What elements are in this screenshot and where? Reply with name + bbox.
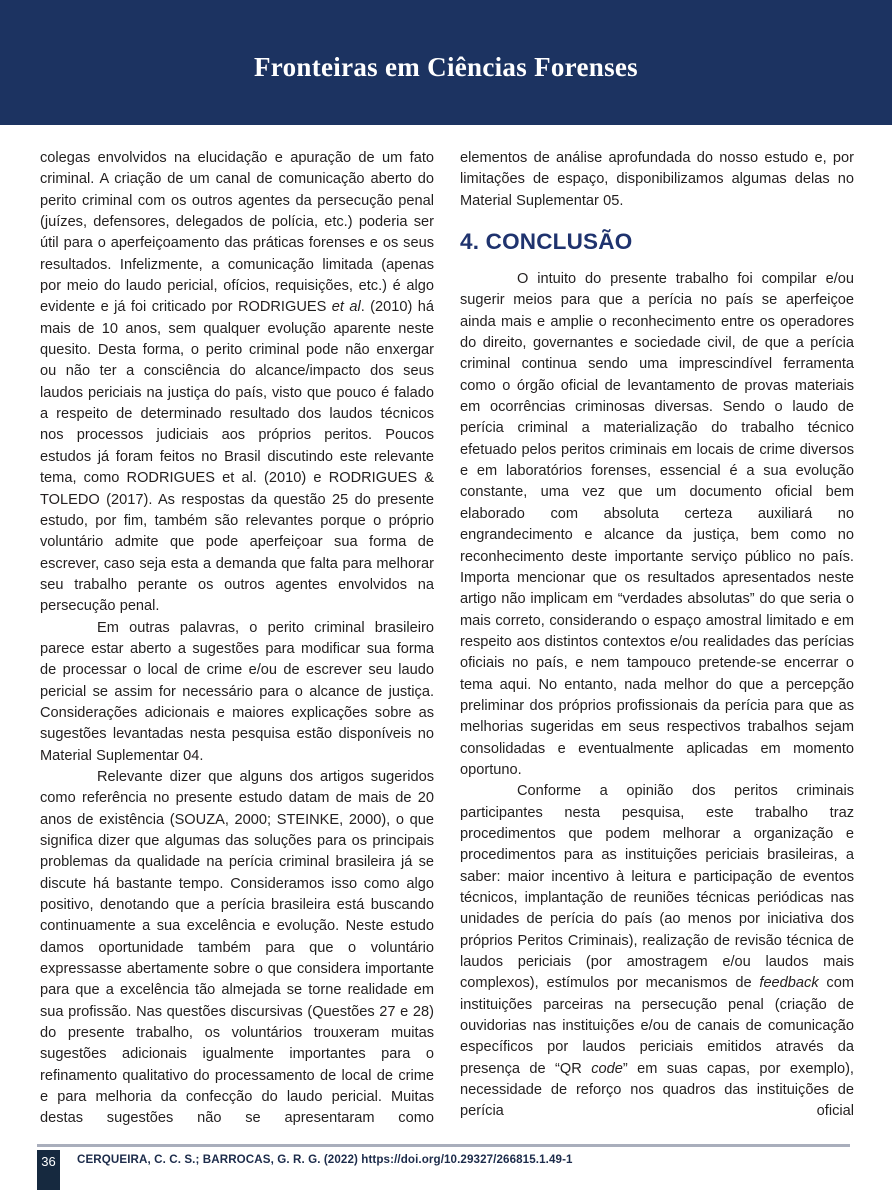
paragraph: elementos de análise aprofundada do nosso estudo e, por limitações de espaço, disponibilizamos algumas delas no Material Suplementar 05. <box>460 150 854 209</box>
journal-title: Fronteiras em Ciências Forenses <box>254 52 638 82</box>
article-body <box>40 148 854 1138</box>
journal-header-band <box>0 0 892 125</box>
text-column-left <box>40 148 434 1138</box>
section-heading: 4. CONCLUSÃO <box>460 229 633 255</box>
footer-divider <box>37 1144 850 1147</box>
paragraph: Conforme a opinião dos peritos criminais participantes nesta pesquisa, este trabalho traz procedimentos que podem melhorar a organização e procedimentos para as instituições periciais brasileiras, a saber: maior incentivo à leitura e participação de eventos técnicos, implantação de reuniões técnicas periódicas nas unidades de perícia do país (ao menos por iniciativa dos próprios Peritos Criminais), realização de revisão técnica de laudos periciais (por amostragem e/ou laudos mais complexos), estímulos por mecanismos de feedback com instituições parceiras na persecução penal (criação de ouvidorias nas instituições e/ou de canais de comunicação específicos por laudos periciais emitidos através da presença de “QR code” em suas capas, por exemplo), necessidade de reforço nos quadros das instituições de perícia oficial <box>460 783 854 1120</box>
paragraph: Em outras palavras, o perito criminal brasileiro parece estar aberto a sugestões para modificar sua forma de processar o local de crime e/ou de escrever seu laudo pericial se assim for necessário para o alcance de justiça. Considerações adicionais e maiores explicações sobre as sugestões levantadas nesta pesquisa estão disponíveis no Material Suplementar 04. <box>40 619 434 764</box>
text-column-right <box>460 148 854 1138</box>
citation-text: CERQUEIRA, C. C. S.; BARROCAS, G. R. G. (2022) https://doi.org/10.29327/266815.1.49-1 <box>77 1153 573 1166</box>
paragraph: O intuito do presente trabalho foi compilar e/ou sugerir meios para que a perícia no país se aperfeiçoe ainda mais e amplie o reconhecimento entre os operadores do direito, governantes e sociedade civil, de que a perícia criminal continua sendo uma imprescindível ferramenta como o órgão oficial de levantamento de provas materiais em ocorrências criminosas diversas. Sendo o laudo de perícia criminal a materialização do trabalho técnico efetuado pelos peritos criminais em locais de crime diversos e em laboratórios forenses, essencial é a sua evolução constante, uma vez que um documento oficial bem elaborado com absoluta certeza auxiliará no engrandecimento e alcance da justiça, bem como no reconhecimento deste importante serviço público no país. Importa mencionar que os resultados apresentados neste artigo não implicam em “verdades absolutas” do que seria o mais correto, considerando o espaço amostral limitado e em respeito aos distintos contextos e/ou realidades das perícias oficiais no país, e nem tampouco pretende-se encerrar o tema aqui. No entanto, nada melhor do que a percepção preliminar dos próprios profissionais da perícia para que as melhorias sugeridas em seus respectivos trabalhos sejam consolidadas e eventualmente aplicadas em momento oportuno. <box>460 271 854 778</box>
paragraph: colegas envolvidos na elucidação e apuração de um fato criminal. A criação de um canal de comunicação aberto do perito criminal com os outros agentes da persecução penal (juízes, defensores, delegados de polícia, etc.) poderia ser útil para o aperfeiçoamento das práticas forenses e os seus resultados. Infelizmente, a comunicação limitada (apenas por meio do laudo pericial, ofícios, requisições, etc.) é algo evidente e já foi criticado por RODRIGUES et al. (2010) há mais de 10 anos, sem qualquer evolução aparente neste quesito. Desta forma, o perito criminal pode não enxergar ou não ter a consciência do alcance/impacto dos seus laudos periciais na justiça do país, visto que pouco é falado a respeito de determinado resultado dos laudos técnicos nos processos judiciais aos próprios peritos. Poucos estudos já foram feitos no Brasil discutindo este relevante tema, como RODRIGUES et al. (2010) e RODRIGUES & TOLEDO (2017). As respostas da questão 25 do presente estudo, por fim, também são relevantes porque o próprio voluntário admite que pode aperfeiçoar sua forma de escrever, caso seja esta a demanda que falta para melhorar seu trabalho perante os outros agentes envolvidos na persecução penal. <box>40 150 434 615</box>
page-number-badge: 36 <box>37 1150 60 1190</box>
paragraph: Relevante dizer que alguns dos artigos sugeridos como referência no presente estudo datam de mais de 20 anos de existência (SOUZA, 2000; STEINKE, 2000), o que significa dizer que algumas das soluções para os principais problemas da qualidade na perícia criminal brasileira já se discute há bastante tempo. Consideramos isso como algo positivo, denotando que a perícia brasileira está buscando continuamente a sua excelência e evolução. Neste estudo damos oportunidade também para que o voluntário expressasse abertamente sobre o que considera importante para que a excelência tão almejada se torne realidade em sua profissão. Nas questões discursivas (Questões 27 e 28) do presente trabalho, os voluntários trouxeram muitas sugestões adicionais igualmente importantes para o refinamento qualitativo do processamento de local de crime e para melhoria da confecção do laudo pericial. Muitas destas sugestões não se apresentaram como <box>40 768 434 1127</box>
